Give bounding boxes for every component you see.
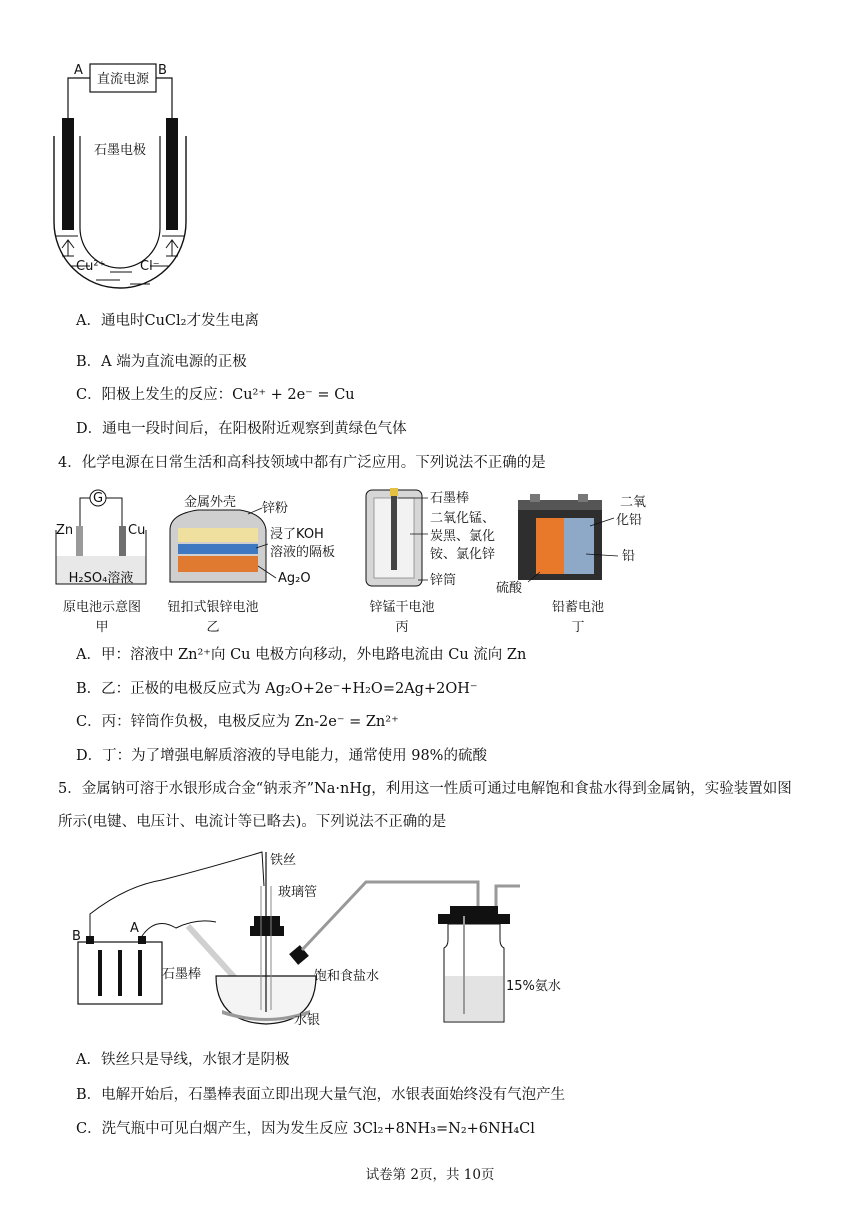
- pb-label: 铅: [622, 549, 636, 564]
- glass-tube-label: 玻璃管: [278, 885, 318, 900]
- separator-label-1: 浸了KOH: [270, 527, 324, 542]
- q5-option-b: B．电解开始后，石墨棒表面立即出现大量气泡，水银表面始终没有气泡产生: [76, 1087, 566, 1103]
- q3-option-b: B．A 端为直流电源的正极: [76, 354, 247, 370]
- q5-stem-line1: 5．金属钠可溶于水银形成合金“钠汞齐”Na·nHg，利用这一性质可通过电解饱和食盐水得到金属钠，实验装置如图: [58, 781, 792, 797]
- mercury-label: 水银: [294, 1013, 321, 1028]
- q5-option-a: A．铁丝只是导线，水银才是阴极: [76, 1052, 290, 1068]
- solution-label: H₂SO₄溶液: [68, 571, 134, 586]
- q5-option-c: C．洗气瓶中可见白烟产生，因为发生反应 3Cl₂+8NH₃=N₂+6NH₄Cl: [76, 1121, 535, 1137]
- pbo2-label-1: 二氧: [620, 495, 647, 510]
- terminal-b-label: B: [72, 929, 81, 944]
- zinc-can-label: 锌筒: [430, 573, 457, 588]
- yi-tag: 乙: [206, 620, 220, 635]
- bing-caption: 锌锰干电池: [369, 600, 435, 615]
- separator-label-2: 溶液的隔板: [270, 545, 336, 560]
- zn-label: Zn: [56, 523, 74, 538]
- q5-stem-line2: 所示(电键、电压计、电流计等已略去)。下列说法不正确的是: [58, 814, 447, 830]
- zinc-powder-label: 锌粉: [262, 501, 289, 516]
- q3-option-c: C．阳极上发生的反应：Cu²⁺ + 2e⁻ = Cu: [76, 387, 355, 403]
- button-cell-figure: [158, 486, 358, 592]
- q4-option-d: D．丁：为了增强电解质溶液的导电能力，通常使用 98%的硫酸: [76, 748, 487, 764]
- mix-label-3: 铵、氯化锌: [430, 547, 496, 562]
- ding-caption: 铅蓄电池: [551, 600, 604, 615]
- q4-stem: 4．化学电源在日常生活和高科技领域中都有广泛应用。下列说法不正确的是: [58, 455, 546, 471]
- lead-acid-battery-figure: [490, 486, 650, 596]
- q4-option-a: A．甲：溶液中 Zn²⁺向 Cu 电极方向移动，外电路电流由 Cu 流向 Zn: [76, 647, 527, 663]
- cu-label: Cu: [128, 523, 146, 538]
- jia-tag: 甲: [95, 620, 109, 635]
- electrode-label: 石墨电极: [93, 143, 147, 158]
- q3-option-d: D．通电一段时间后，在阳极附近观察到黄绿色气体: [76, 421, 407, 437]
- ion-cu: Cu²⁺: [76, 259, 106, 274]
- mix-label-2: 炭黑、氯化: [430, 529, 496, 544]
- mix-label-1: 二氧化锰、: [430, 511, 496, 526]
- q3-option-a: A．通电时CuCl₂才发生电离: [76, 313, 259, 329]
- acid-label: 硫酸: [496, 581, 523, 596]
- power-label: 直流电源: [96, 72, 150, 87]
- iron-wire-label: 铁丝: [270, 853, 297, 868]
- ion-cl: Cl⁻: [140, 259, 160, 274]
- label-a: A: [74, 63, 83, 78]
- shell-label: 金属外壳: [184, 495, 237, 510]
- graphite-rod-label: 石墨棒: [430, 491, 470, 506]
- terminal-a-label: A: [130, 921, 139, 936]
- q4-option-b: B．乙：正极的电极反应式为 Ag₂O+2e⁻+H₂O=2Ag+2OH⁻: [76, 681, 478, 697]
- bing-tag: 丙: [395, 620, 409, 635]
- dry-cell-figure: [360, 484, 510, 594]
- galvanometer-label: G: [92, 491, 104, 506]
- q4-option-c: C．丙：锌筒作负极，电极反应为 Zn-2e⁻ = Zn²⁺: [76, 714, 399, 730]
- brine-label: 饱和食盐水: [314, 969, 380, 984]
- galvanic-cell-figure: [52, 486, 152, 594]
- ding-tag: 丁: [571, 620, 585, 635]
- electrolysis-u-tube-figure: [40, 52, 250, 302]
- jia-caption: 原电池示意图: [62, 600, 141, 615]
- pbo2-label-2: 化铅: [616, 513, 643, 528]
- sodium-amalgam-apparatus-figure: [66, 846, 626, 1036]
- ammonia-label: 15%氨水: [506, 979, 561, 994]
- graphite-rod-label-q5: 石墨棒: [162, 967, 202, 982]
- ag2o-label: Ag₂O: [278, 571, 311, 586]
- yi-caption: 钮扣式银锌电池: [167, 600, 259, 615]
- label-b: B: [158, 63, 167, 78]
- page-footer: 试卷第 2页，共 10页: [365, 1167, 495, 1183]
